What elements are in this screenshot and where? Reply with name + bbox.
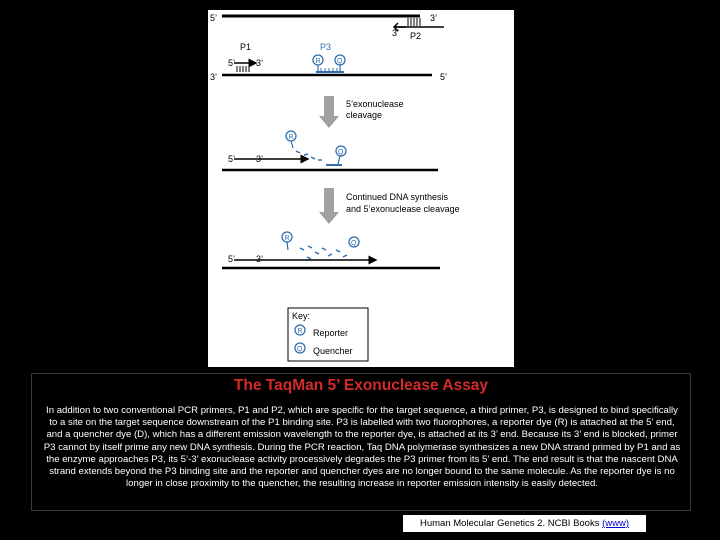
caption-body: In addition to two conventional PCR primers, P1 and P2, which are specific for the target sequence, a third primer, P3, is designed to bind specifically to a site on the target sequence downstream of the P1 binding site. P3 is labelled with two fluorophores, a reporter dye (R) is attached at the 5’ end, and a quencher dye (D), which has a different emission wavelength to the reporter dye, is attached at its 3’ end. Because its 3’ end is blocked, primer P3 cannot by itself prime any new DNA synthesis. During the PCR reaction, Taq DNA polymerase synthesizes a new DNA strand primed by P1 and as the enzyme approaches P3, its 5’-3’ exonuclease activity processively degrades the P3 primer from its 5’ end. The end result is that the nascent DNA strand extends beyond the P3 binding site and the reporter and quencher dyes are no longer bound to the same molecule. As the reporter dye is no longer in close proximity to the quencher, the resulting increase in reporter emission intensity is easily detected. bbox=[43, 405, 681, 490]
panel-probe-binding bbox=[210, 42, 447, 82]
p2-hatch bbox=[408, 18, 420, 26]
strand-top-3prime: 3’ bbox=[430, 13, 438, 23]
key-quencher-letter: Q bbox=[297, 346, 303, 353]
p1-hatch bbox=[237, 66, 249, 72]
key-reporter-label: Reporter bbox=[313, 328, 349, 338]
panel-continued-synthesis bbox=[222, 232, 440, 268]
template-3prime: 3’ bbox=[210, 72, 218, 82]
p2-label: P2 bbox=[410, 31, 422, 41]
cleaved-reporter-letter: R bbox=[288, 134, 294, 141]
key-title: Key: bbox=[292, 311, 311, 321]
p1-3prime: 3’ bbox=[256, 58, 264, 68]
panel-target-strand bbox=[210, 13, 444, 41]
key-reporter-letter: R bbox=[297, 328, 303, 335]
citation-text: Human Molecular Genetics 2. NCBI Books bbox=[419, 518, 600, 529]
free-quencher-letter: Q bbox=[351, 240, 357, 247]
free-fragments bbox=[300, 246, 347, 259]
step1-label-line1: 5’exonuclease bbox=[346, 99, 404, 109]
p2-3prime: 3’ bbox=[392, 28, 400, 38]
arrow-shaft-2 bbox=[324, 188, 334, 212]
key-quencher-label: Quencher bbox=[313, 346, 353, 356]
p1-label: P1 bbox=[240, 42, 252, 52]
diagram-svg bbox=[208, 10, 514, 367]
caption-title: The TaqMan 5’ Exonuclease Assay bbox=[233, 377, 489, 394]
step2-label-line1: Continued DNA synthesis bbox=[346, 192, 449, 202]
p3-label: P3 bbox=[320, 42, 332, 52]
step1-label-line2: cleavage bbox=[346, 110, 383, 120]
citation-box bbox=[403, 515, 646, 532]
arrow-head-1 bbox=[319, 116, 339, 128]
arrow-head-2 bbox=[319, 212, 339, 224]
taqman-diagram bbox=[208, 10, 514, 367]
reporter-letter: R bbox=[315, 58, 321, 65]
free-reporter-tether bbox=[287, 242, 288, 250]
step-arrow-2 bbox=[319, 188, 339, 224]
bound-quencher-letter: Q bbox=[338, 149, 344, 156]
cleave-3prime: 3’ bbox=[256, 154, 264, 164]
cleaved-reporter-tether bbox=[291, 141, 293, 148]
template-5prime: 5’ bbox=[440, 72, 448, 82]
arrow-shaft-1 bbox=[324, 96, 334, 116]
key-box bbox=[288, 308, 368, 361]
citation-link[interactable]: (www) bbox=[602, 518, 630, 529]
p1-5prime: 5’ bbox=[228, 58, 236, 68]
cleave-5prime: 5’ bbox=[228, 154, 236, 164]
caption-box bbox=[31, 373, 691, 511]
strand-top-5prime: 5’ bbox=[210, 13, 218, 23]
step-arrow-1 bbox=[319, 96, 339, 128]
synth-5prime: 5’ bbox=[228, 254, 236, 264]
step2-label-line2: and 5’exonuclease cleavage bbox=[346, 204, 460, 214]
panel-cleavage bbox=[222, 131, 438, 170]
quencher-letter: Q bbox=[337, 58, 343, 65]
free-reporter-letter: R bbox=[284, 235, 290, 242]
bound-quencher-tether bbox=[338, 156, 340, 164]
synth-3prime: 3’ bbox=[256, 254, 264, 264]
